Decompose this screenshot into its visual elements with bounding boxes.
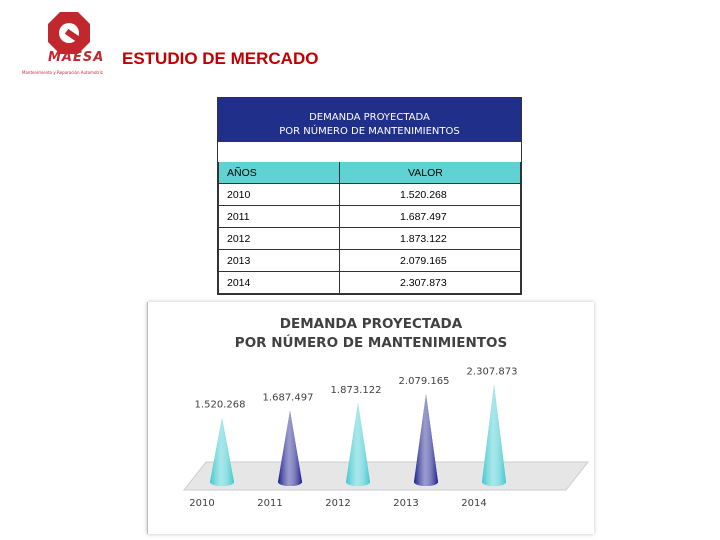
- demand-table: [217, 97, 522, 295]
- chart-title-line1: DEMANDA PROYECTADA: [279, 316, 463, 332]
- data-label: 1.873.122: [330, 384, 382, 396]
- x-tick-label: 2012: [325, 498, 351, 509]
- table-header-row: [219, 162, 521, 184]
- column-header-value: VALOR: [340, 162, 521, 184]
- table-row: [219, 228, 521, 250]
- column-header-years: AÑOS: [219, 162, 340, 184]
- chart-title-line2: POR NÚMERO DE MANTENIMIENTOS: [234, 335, 508, 351]
- cone-bar-shading: [346, 403, 370, 486]
- year-cell: 2012: [219, 228, 340, 250]
- logo-tagline: Mantenimiento y Reparación Automotriz: [22, 70, 103, 75]
- value-cell: 1.520.268: [340, 184, 521, 206]
- table-spacer: [218, 141, 521, 162]
- value-cell: 2.079.165: [340, 250, 521, 272]
- year-cell: 2014: [219, 272, 340, 294]
- chart-floor: [184, 462, 588, 490]
- table-row: [219, 184, 521, 206]
- table-row: [219, 250, 521, 272]
- table-row: [219, 272, 521, 294]
- demand-chart: [147, 302, 594, 534]
- chart-plot: [148, 302, 594, 534]
- year-cell: 2013: [219, 250, 340, 272]
- x-tick-label: 2011: [257, 498, 283, 509]
- data-label: 2.079.165: [398, 376, 450, 388]
- page-title: ESTUDIO DE MERCADO: [122, 49, 319, 68]
- x-tick-label: 2014: [461, 498, 487, 509]
- table-title-line2: POR NÚMERO DE MANTENIMIENTOS: [279, 126, 460, 137]
- logo-wordmark: MAESA: [48, 50, 105, 65]
- cone-bar-shading: [210, 418, 234, 486]
- value-cell: 1.687.497: [340, 206, 521, 228]
- value-cell: 2.307.873: [340, 272, 521, 294]
- cone-bar-shading: [414, 394, 438, 486]
- data-table: [218, 162, 521, 294]
- data-label: 2.307.873: [466, 366, 518, 378]
- x-tick-label: 2010: [189, 498, 215, 509]
- cone-bar-shading: [482, 384, 506, 486]
- table-row: [219, 206, 521, 228]
- table-title-line1: DEMANDA PROYECTADA: [309, 112, 430, 123]
- table-title: [218, 98, 521, 141]
- year-cell: 2011: [219, 206, 340, 228]
- year-cell: 2010: [219, 184, 340, 206]
- value-cell: 1.873.122: [340, 228, 521, 250]
- data-label: 1.520.268: [194, 399, 246, 411]
- company-logo: [18, 8, 130, 80]
- data-label: 1.687.497: [262, 392, 314, 404]
- cone-bar-shading: [278, 411, 302, 486]
- x-tick-label: 2013: [393, 498, 419, 509]
